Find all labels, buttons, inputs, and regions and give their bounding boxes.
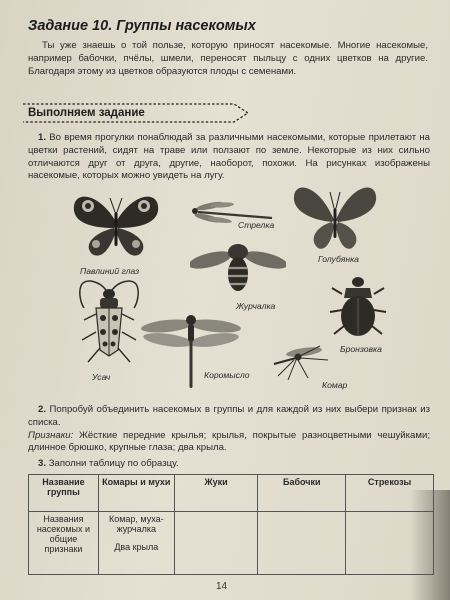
row-label: Названия насекомых и общие признаки <box>29 512 99 575</box>
label-damselfly: Стрелка <box>238 220 275 230</box>
page-number: 14 <box>216 581 228 592</box>
hoverfly-image <box>190 240 286 298</box>
insect-groups-table <box>28 474 434 575</box>
question-2-text: Попробуй объединить насекомых в группы и для каждой из них выбери признак из списка. <box>28 404 430 428</box>
task-header-label: Выполняем задание <box>28 107 145 119</box>
task-title: Задание 10. Группы насекомых <box>28 18 256 34</box>
cell-flies-names: Комар, муха-журчалка <box>108 514 164 534</box>
question-2 <box>28 404 430 455</box>
cell-butterflies-blank[interactable] <box>258 512 346 575</box>
question-1 <box>28 132 430 183</box>
header-group-name: Название группы <box>29 475 99 512</box>
intro-paragraph: Ты уже знаешь о той пользе, которую приносят насекомые. Многие насекомые, например бабочки, пчёлы, шмели, переносят пыльцу с одних цветков на другие. Благодаря этому из цветков образуются плоды с семенами. <box>28 40 428 77</box>
question-2-signs <box>28 430 430 454</box>
question-2-number: 2. <box>38 404 47 415</box>
question-3 <box>38 458 179 469</box>
header-dragonflies: Стрекозы <box>346 475 434 512</box>
label-longhorn: Усач <box>92 372 111 382</box>
header-beetles: Жуки <box>174 475 258 512</box>
common-blue-butterfly-image <box>290 180 380 252</box>
question-1-number: 1. <box>38 132 47 143</box>
cell-beetles-blank[interactable] <box>174 512 258 575</box>
label-common-blue: Голубянка <box>318 254 359 264</box>
longhorn-beetle-image <box>74 276 144 366</box>
header-butterflies: Бабочки <box>258 475 346 512</box>
cell-flies-sign: Два крыла <box>114 542 159 552</box>
question-1-text: Во время прогулки понаблюдай за различными насекомыми, которые прилетают на цветки растений, сидят на траве или ползают по земле. Некоторые из них сильно отличаются друг от друга, другие, наоборот, похожи. На рисунках изображены насекомые, которых можно увидеть на лугу. <box>28 132 430 182</box>
peacock-butterfly-image <box>70 192 162 260</box>
signs-list: Жёсткие передние крылья; крылья, покрытые разноцветными чешуйками; длинное брюшко, крупные глаза; два крыла. <box>28 429 430 454</box>
task-header-banner <box>22 102 250 124</box>
cell-dragonflies-blank[interactable] <box>346 512 434 575</box>
label-hoverfly: Журчалка <box>236 301 276 311</box>
table-header-row <box>29 475 434 512</box>
label-mosquito: Комар <box>322 380 348 390</box>
question-3-number: 3. <box>38 458 47 469</box>
table-row <box>29 512 434 575</box>
header-flies: Комары и мухи <box>98 475 174 512</box>
cell-flies <box>98 512 174 575</box>
label-dragonfly: Коромысло <box>204 370 250 380</box>
signs-label: Признаки: <box>28 429 74 441</box>
rose-chafer-image <box>328 274 388 338</box>
question-2-line <box>28 404 430 430</box>
question-3-text: Заполни таблицу по образцу. <box>48 458 179 469</box>
label-peacock: Павлиний глаз <box>80 266 140 276</box>
mosquito-image <box>268 338 338 382</box>
label-rose-chafer: Бронзовка <box>340 344 382 354</box>
